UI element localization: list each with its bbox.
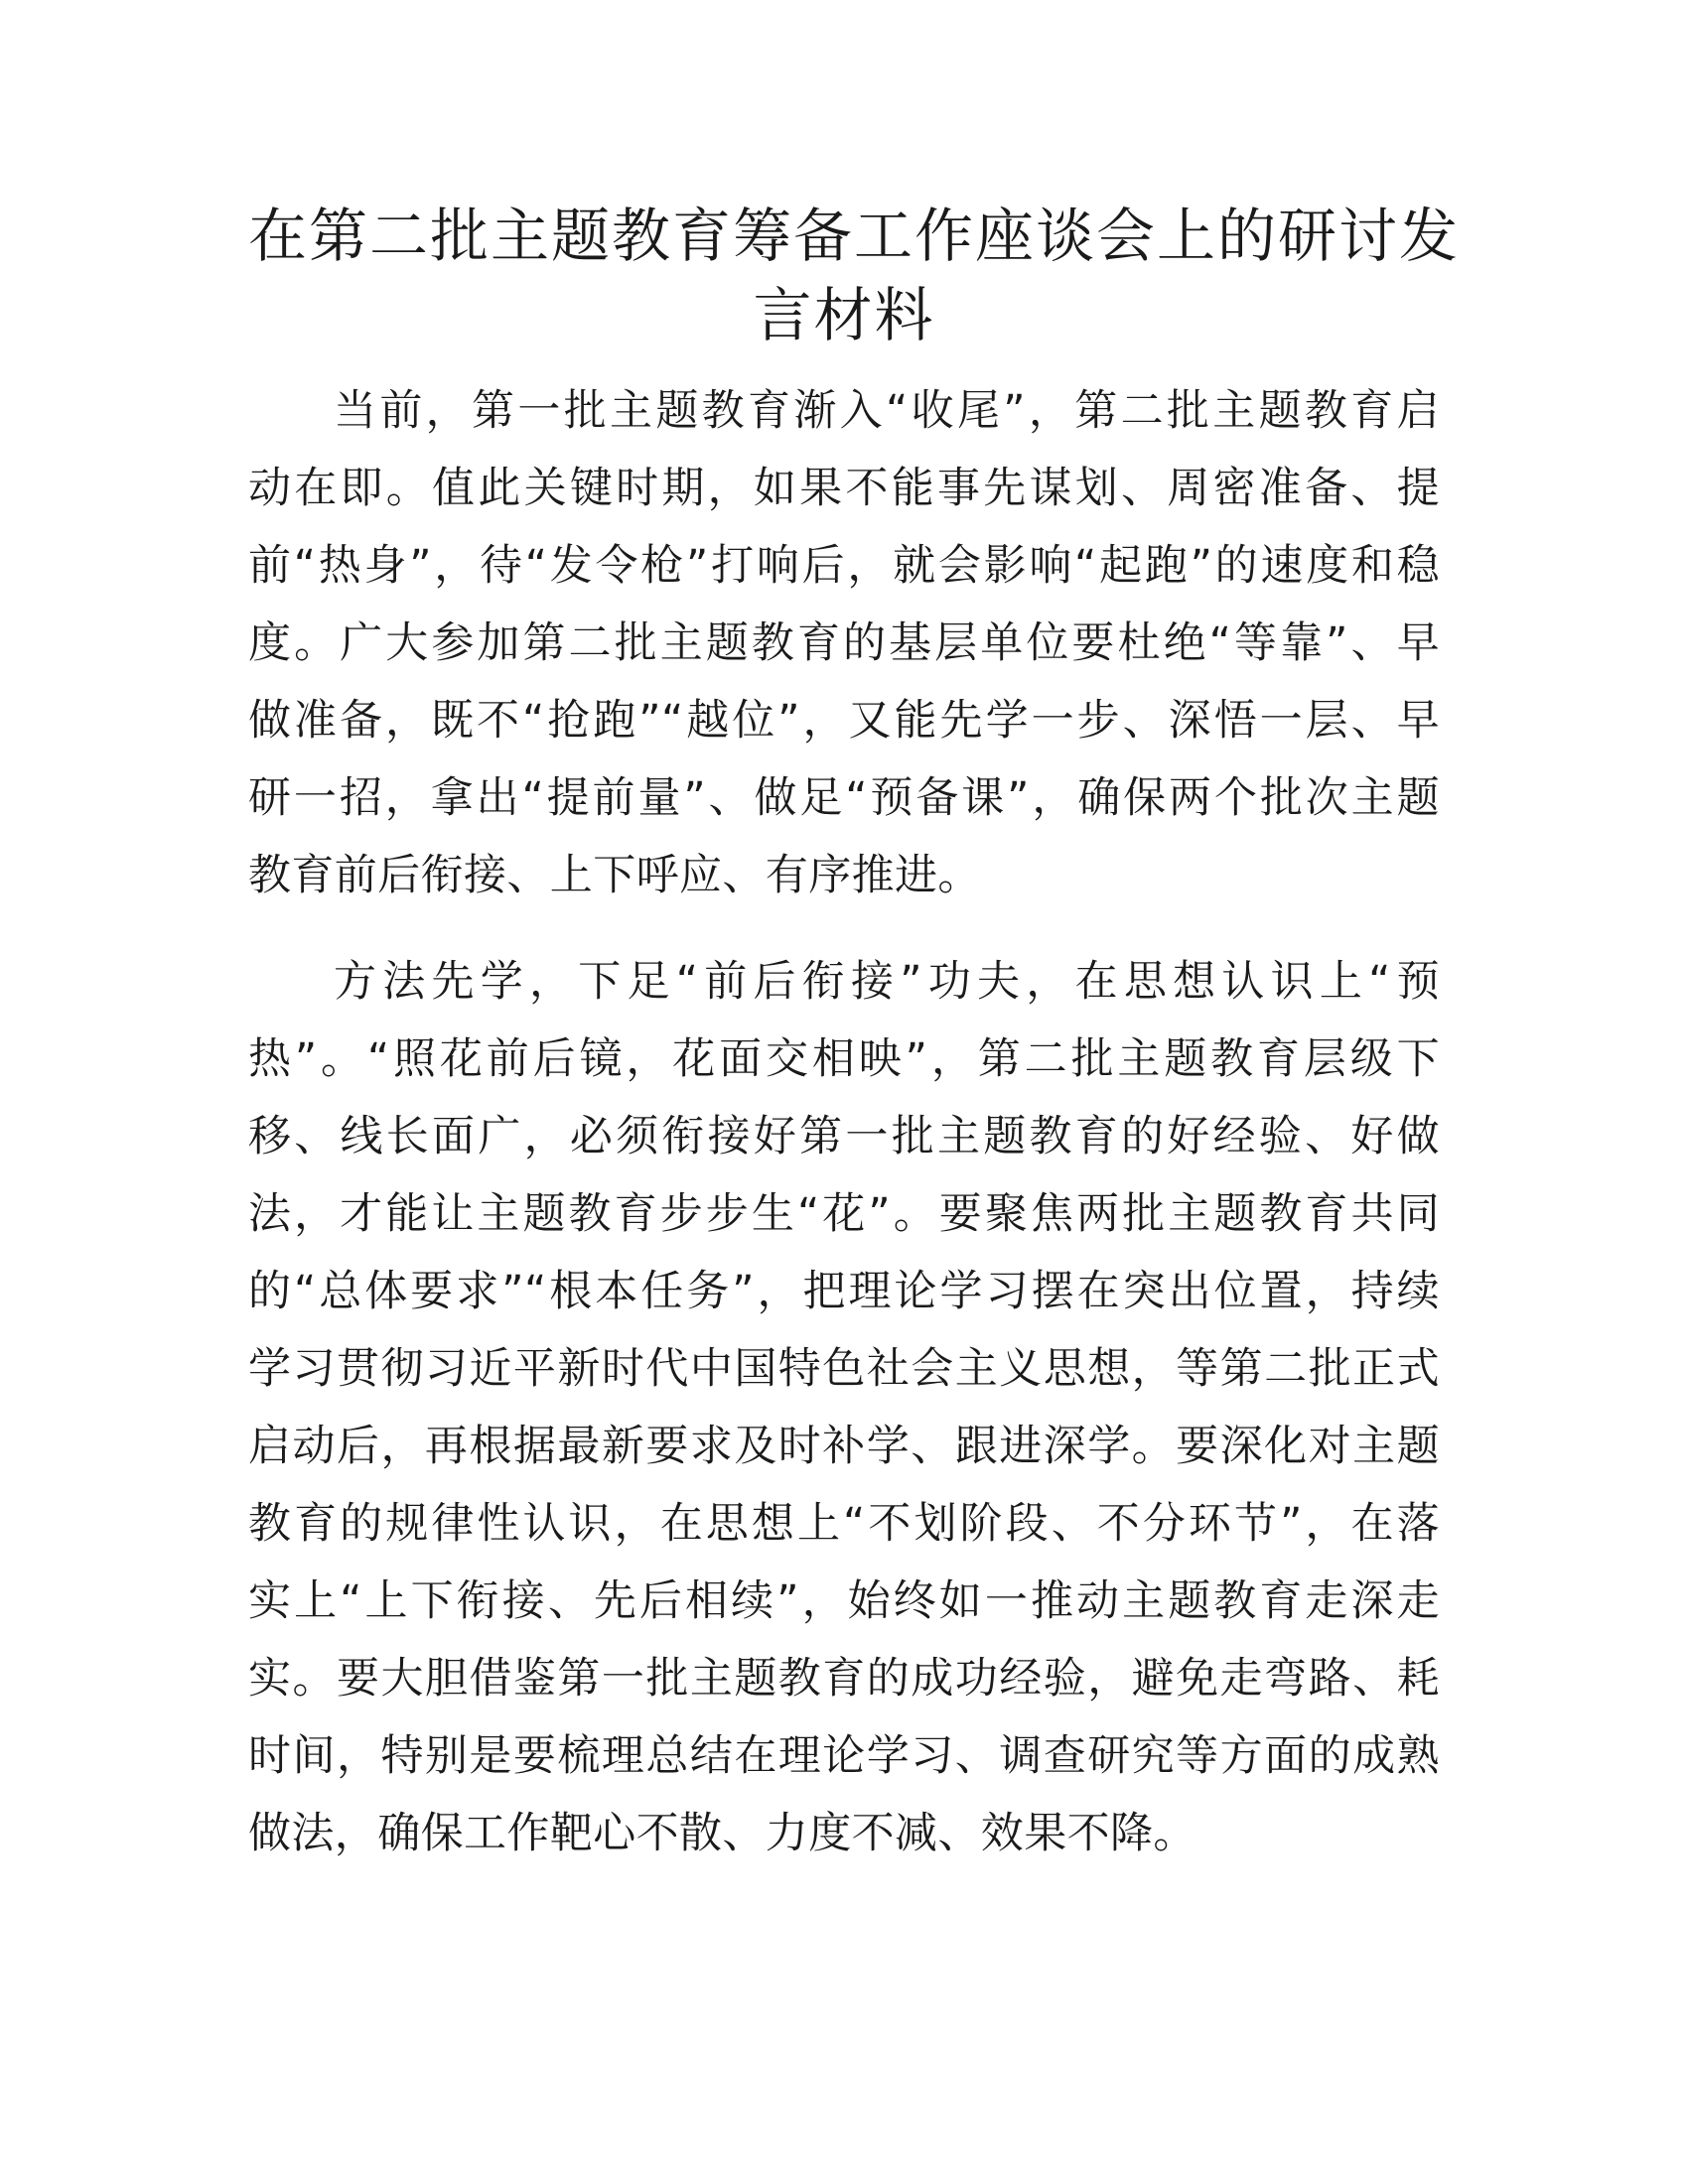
document-title: [248, 197, 1461, 355]
paragraph-line: 教育的规律性认识，在思想上“不划阶段、不分环节”，在落: [248, 1499, 1440, 1549]
paragraph-line: 学习贯彻习近平新时代中国特色社会主义思想，等第二批正式: [248, 1344, 1440, 1394]
paragraph-1: [248, 372, 1440, 914]
paragraph-line: 做准备，既不“抢跑”“越位”，又能先学一步、深悟一层、早: [248, 696, 1440, 746]
paragraph-line: 教育前后衔接、上下呼应、有序推进。: [248, 851, 981, 900]
paragraph-2: [248, 943, 1440, 1872]
paragraph-line: 动在即。值此关键时期，如果不能事先谋划、周密准备、提: [248, 464, 1440, 513]
paragraph-line: 研一招，拿出“提前量”、做足“预备课”，确保两个批次主题: [248, 773, 1440, 823]
paragraph-line: 实。要大胆借鉴第一批主题教育的成功经验，避免走弯路、耗: [248, 1654, 1440, 1704]
title-line: 在第二批主题教育筹备工作座谈会上的研讨发: [248, 202, 1461, 270]
paragraph-line: 启动后，再根据最新要求及时补学、跟进深学。要深化对主题: [248, 1422, 1440, 1471]
paragraph-line: 方法先学，下足“前后衔接”功夫，在思想认识上“预: [334, 957, 1440, 1007]
paragraph-line: 实上“上下衔接、先后相续”，始终如一推动主题教育走深走: [248, 1576, 1440, 1626]
paragraph-line: 前“热身”，待“发令枪”打响后，就会影响“起跑”的速度和稳: [248, 541, 1440, 591]
paragraph-line: 当前，第一批主题教育渐入“收尾”，第二批主题教育启: [334, 386, 1440, 436]
paragraph-line: 度。广大参加第二批主题教育的基层单位要杜绝“等靠”、早: [248, 618, 1440, 668]
paragraph-line: 法，才能让主题教育步步生“花”。要聚焦两批主题教育共同: [248, 1189, 1440, 1239]
title-line: 言材料: [753, 281, 935, 349]
paragraph-line: 时间，特别是要梳理总结在理论学习、调查研究等方面的成熟: [248, 1731, 1440, 1781]
paragraph-line: 的“总体要求”“根本任务”，把理论学习摆在突出位置，持续: [248, 1267, 1440, 1316]
paragraph-line: 移、线长面广，必须衔接好第一批主题教育的好经验、好做: [248, 1112, 1440, 1161]
paragraph-line: 热”。“照花前后镜，花面交相映”，第二批主题教育层级下: [248, 1034, 1440, 1084]
paragraph-line: 做法，确保工作靶心不散、力度不减、效果不降。: [248, 1809, 1196, 1858]
